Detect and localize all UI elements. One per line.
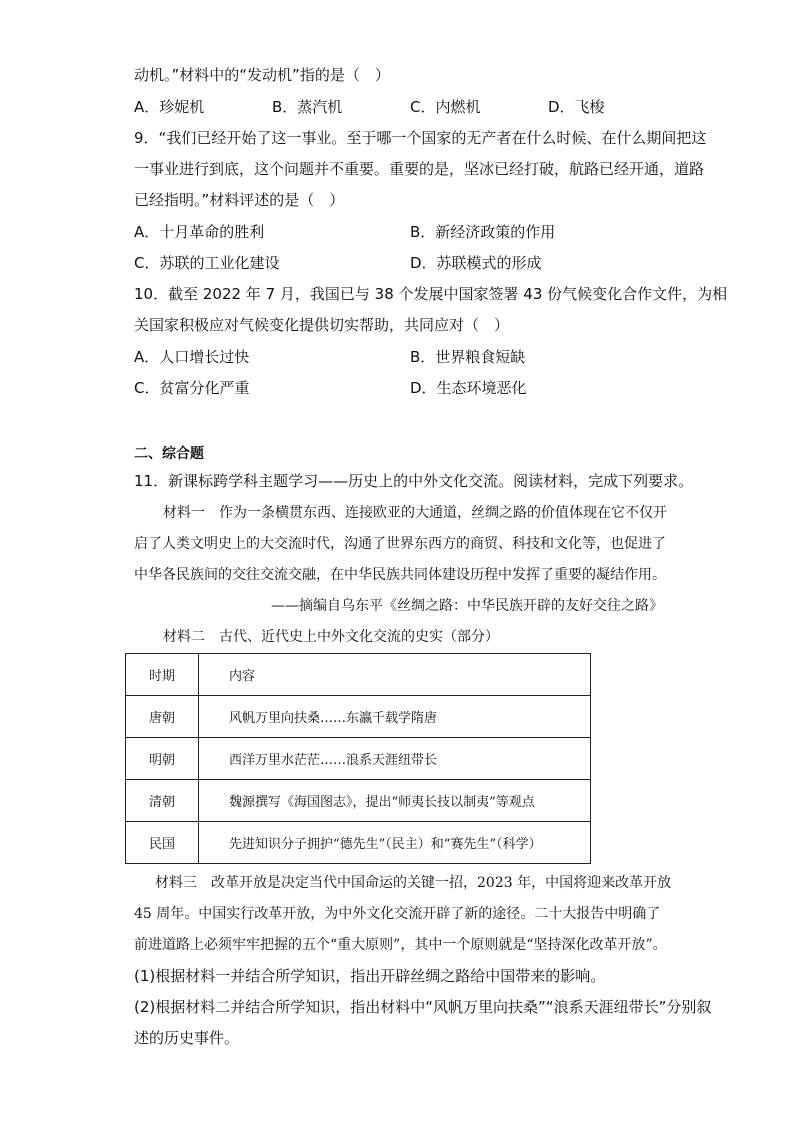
q10-option-a[interactable]: A．人口增长过快 <box>134 348 250 366</box>
table-header-row <box>126 654 591 696</box>
table-row <box>126 696 591 738</box>
q9-option-d[interactable]: D．苏联模式的形成 <box>410 254 542 272</box>
subquestion-2-line-1: (2)根据材料二并结合所学知识，指出材料中“风帆万里向扶桑”“浪系天涯纽带长”分别叙 <box>134 998 712 1016</box>
table-cell-period: 明朝 <box>126 738 199 780</box>
q10-option-d[interactable]: D．生态环境恶化 <box>410 379 527 397</box>
q8-option-b[interactable]: B．蒸汽机 <box>272 98 343 116</box>
table-header-period: 时期 <box>126 654 199 696</box>
history-table <box>125 653 591 864</box>
material1-line-2: 启了人类文明史上的大交流时代，沟通了世界东西方的商贸、科技和文化等，也促进了 <box>134 536 666 552</box>
table-cell-content: 风帆万里向扶桑……东瀛千载学隋唐 <box>199 696 591 738</box>
table-cell-period: 民国 <box>126 822 199 864</box>
q8-option-c[interactable]: C．内燃机 <box>410 98 481 116</box>
table-row <box>126 738 591 780</box>
table-cell-period: 唐朝 <box>126 696 199 738</box>
q10-stem-line-2: 关国家积极应对气候变化提供切实帮助，共同应对（ ） <box>134 316 510 334</box>
table-cell-content: 先进知识分子拥护“德先生”（民主）和“赛先生”（科学） <box>199 822 591 864</box>
table-row <box>126 780 591 822</box>
material1-line-1: 材料一 作为一条横贯东西、连接欧亚的大通道，丝绸之路的价值体现在它不仅开 <box>163 505 667 521</box>
table-cell-content: 西洋万里水茫茫……浪系天涯纽带长 <box>199 738 591 780</box>
q10-option-b[interactable]: B．世界粮食短缺 <box>410 348 526 366</box>
q8-option-a[interactable]: A．珍妮机 <box>134 98 205 116</box>
material3-line-3: 前进道路上必须牢牢把握的五个“重大原则”，其中一个原则就是“坚持深化改革开放”。 <box>134 937 667 953</box>
table-cell-period: 清朝 <box>126 780 199 822</box>
q8-stem: 动机。”材料中的“发动机”指的是（ ） <box>134 66 390 84</box>
material1-line-3: 中华各民族间的交往交流交融，在中华民族共同体建设历程中发挥了重要的凝结作用。 <box>134 567 666 583</box>
q9-option-c[interactable]: C．苏联的工业化建设 <box>134 254 280 272</box>
material2-title: 材料二 古代、近代史上中外文化交流的史实（部分） <box>163 629 499 645</box>
table-cell-content: 魏源撰写《海国图志》，提出“师夷长技以制夷”等观点 <box>199 780 591 822</box>
q9-option-b[interactable]: B．新经济政策的作用 <box>410 223 556 241</box>
table-row <box>126 822 591 864</box>
q9-option-a[interactable]: A．十月革命的胜利 <box>134 223 265 241</box>
q9-stem-line-3: 已经指明。”材料评述的是（ ） <box>134 191 345 209</box>
q8-option-d[interactable]: D．飞梭 <box>548 98 605 116</box>
material3-line-1: 材料三 改革开放是决定当代中国命运的关键一招，2023 年，中国将迎来改革开放 <box>155 875 672 891</box>
subquestion-1: (1)根据材料一并结合所学知识，指出开辟丝绸之路给中国带来的影响。 <box>134 967 606 985</box>
material1-source: ——摘编自乌东平《丝绸之路：中华民族开辟的友好交往之路》 <box>271 598 663 614</box>
material3-line-2: 45 周年。中国实行改革开放，为中外文化交流开辟了新的途径。二十大报告中明确了 <box>134 906 661 922</box>
table-header-content: 内容 <box>199 654 591 696</box>
q9-stem-line-1: 9．“我们已经开始了这一事业。至于哪一个国家的无产者在什么时候、在什么期间把这 <box>134 129 707 147</box>
section-heading: 二、综合题 <box>134 446 204 462</box>
q9-stem-line-2: 一事业进行到底，这个问题并不重要。重要的是，坚冰已经打破，航路已经开通，道路 <box>134 160 705 178</box>
subquestion-2-line-2: 述的历史事件。 <box>134 1029 240 1047</box>
q11-intro: 11．新课标跨学科主题学习——历史上的中外文化交流。阅读材料，完成下列要求。 <box>134 472 694 490</box>
q10-option-c[interactable]: C．贫富分化严重 <box>134 379 250 397</box>
q10-stem-line-1: 10．截至 2022 年 7 月，我国已与 38 个发展中国家签署 43 份气候变化合作文件，为相 <box>134 285 728 303</box>
